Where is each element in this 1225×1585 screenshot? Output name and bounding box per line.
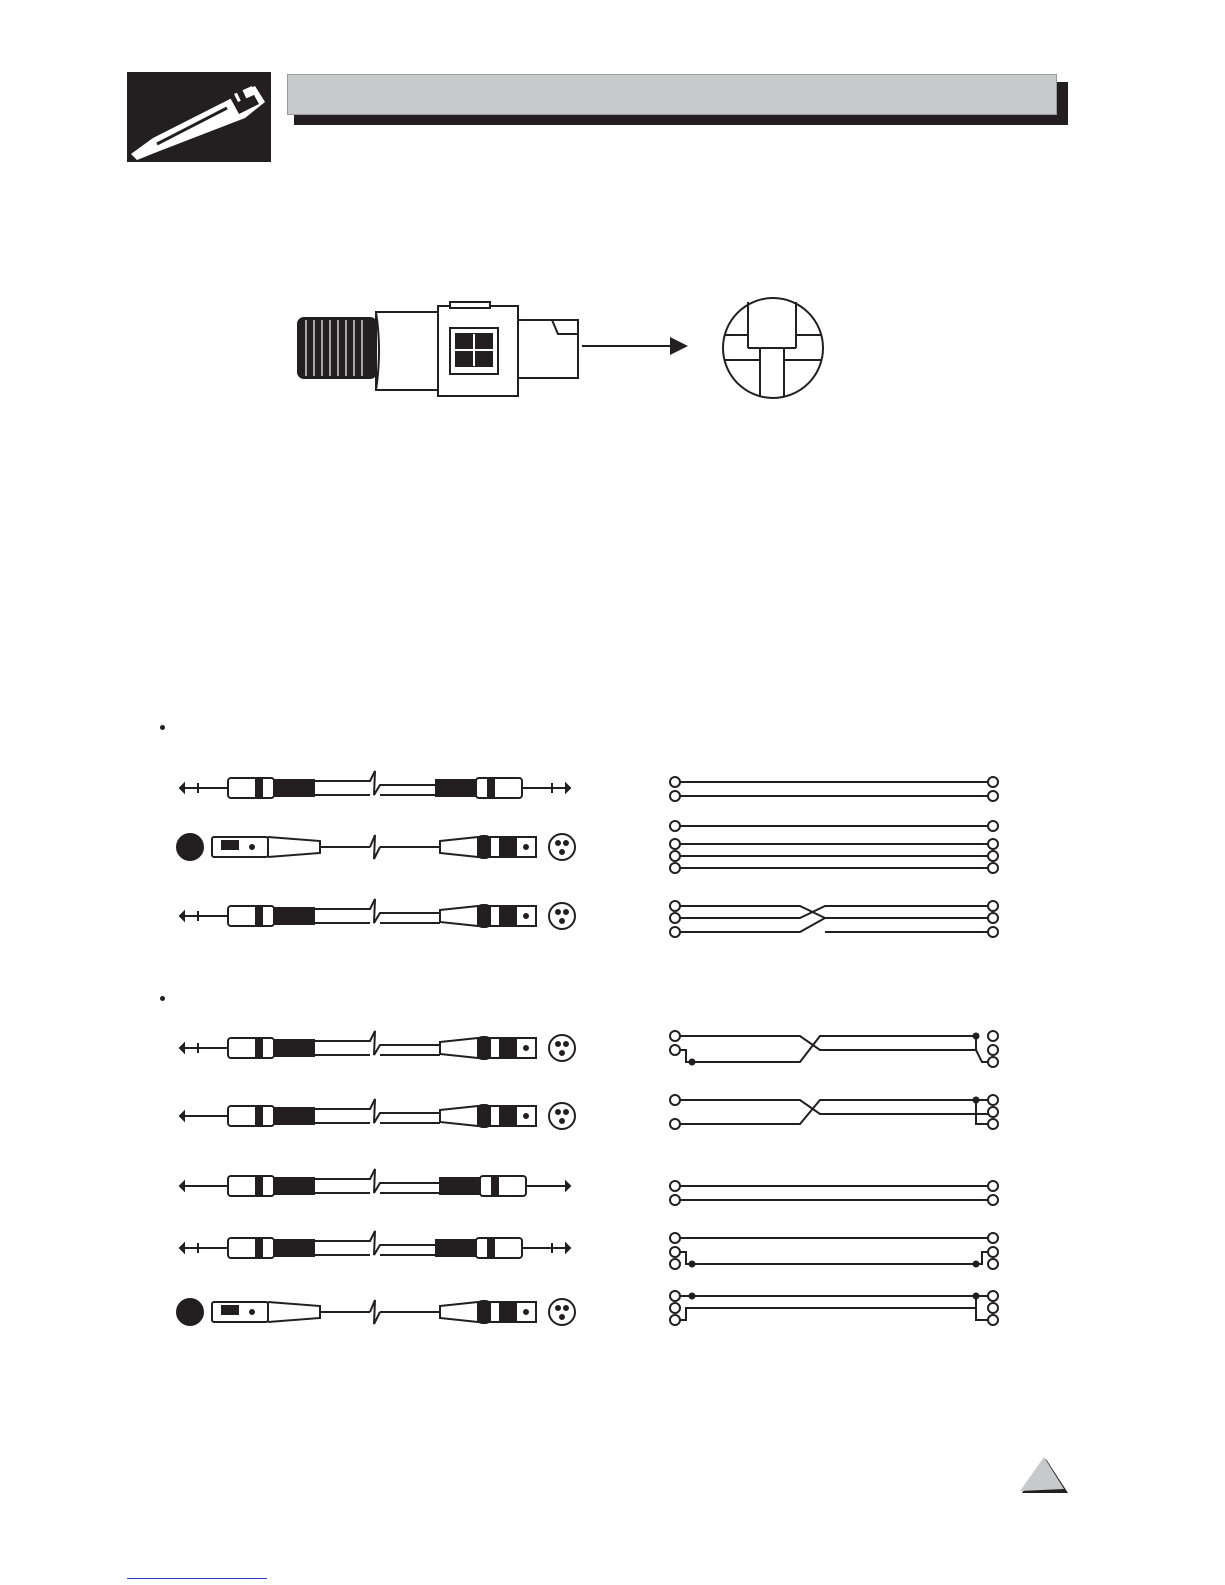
page-corner-triangle-icon	[1018, 1455, 1070, 1497]
bridged-both-ends-diagram	[660, 1232, 1010, 1296]
three-wire-bridged-diagram	[660, 1290, 1010, 1354]
ts-to-xlr-cable-icon	[170, 1094, 590, 1138]
speakon-pin-face-icon	[723, 298, 823, 398]
crossed-with-bridge-diagram	[660, 1030, 1010, 1094]
xlr-to-xlr-cable-icon	[170, 1290, 590, 1334]
speakon-connector-figure	[290, 290, 840, 405]
ts-to-ts-cable-icon	[170, 1164, 590, 1208]
four-wire-straight-diagram	[660, 818, 1010, 882]
two-wire-crossed-bridge-diagram	[660, 1094, 1010, 1158]
section-title-bar	[287, 74, 1057, 115]
trs-to-xlr-cable-icon	[170, 894, 590, 938]
arrow-right-icon	[582, 337, 688, 355]
trs-to-trs-cable-icon	[170, 766, 590, 810]
bullet-point	[160, 725, 165, 730]
trs-to-xlr-cable-icon	[170, 1026, 590, 1070]
three-wire-crossed-diagram	[660, 898, 1010, 962]
xlr-to-xlr-cable-icon	[170, 825, 590, 869]
footer-link-underline[interactable]	[127, 1578, 267, 1579]
bullet-point	[160, 996, 165, 1001]
speakon-connector-icon	[298, 302, 578, 396]
trs-to-trs-cable-icon	[170, 1226, 590, 1270]
connector-plug-icon	[127, 72, 271, 162]
